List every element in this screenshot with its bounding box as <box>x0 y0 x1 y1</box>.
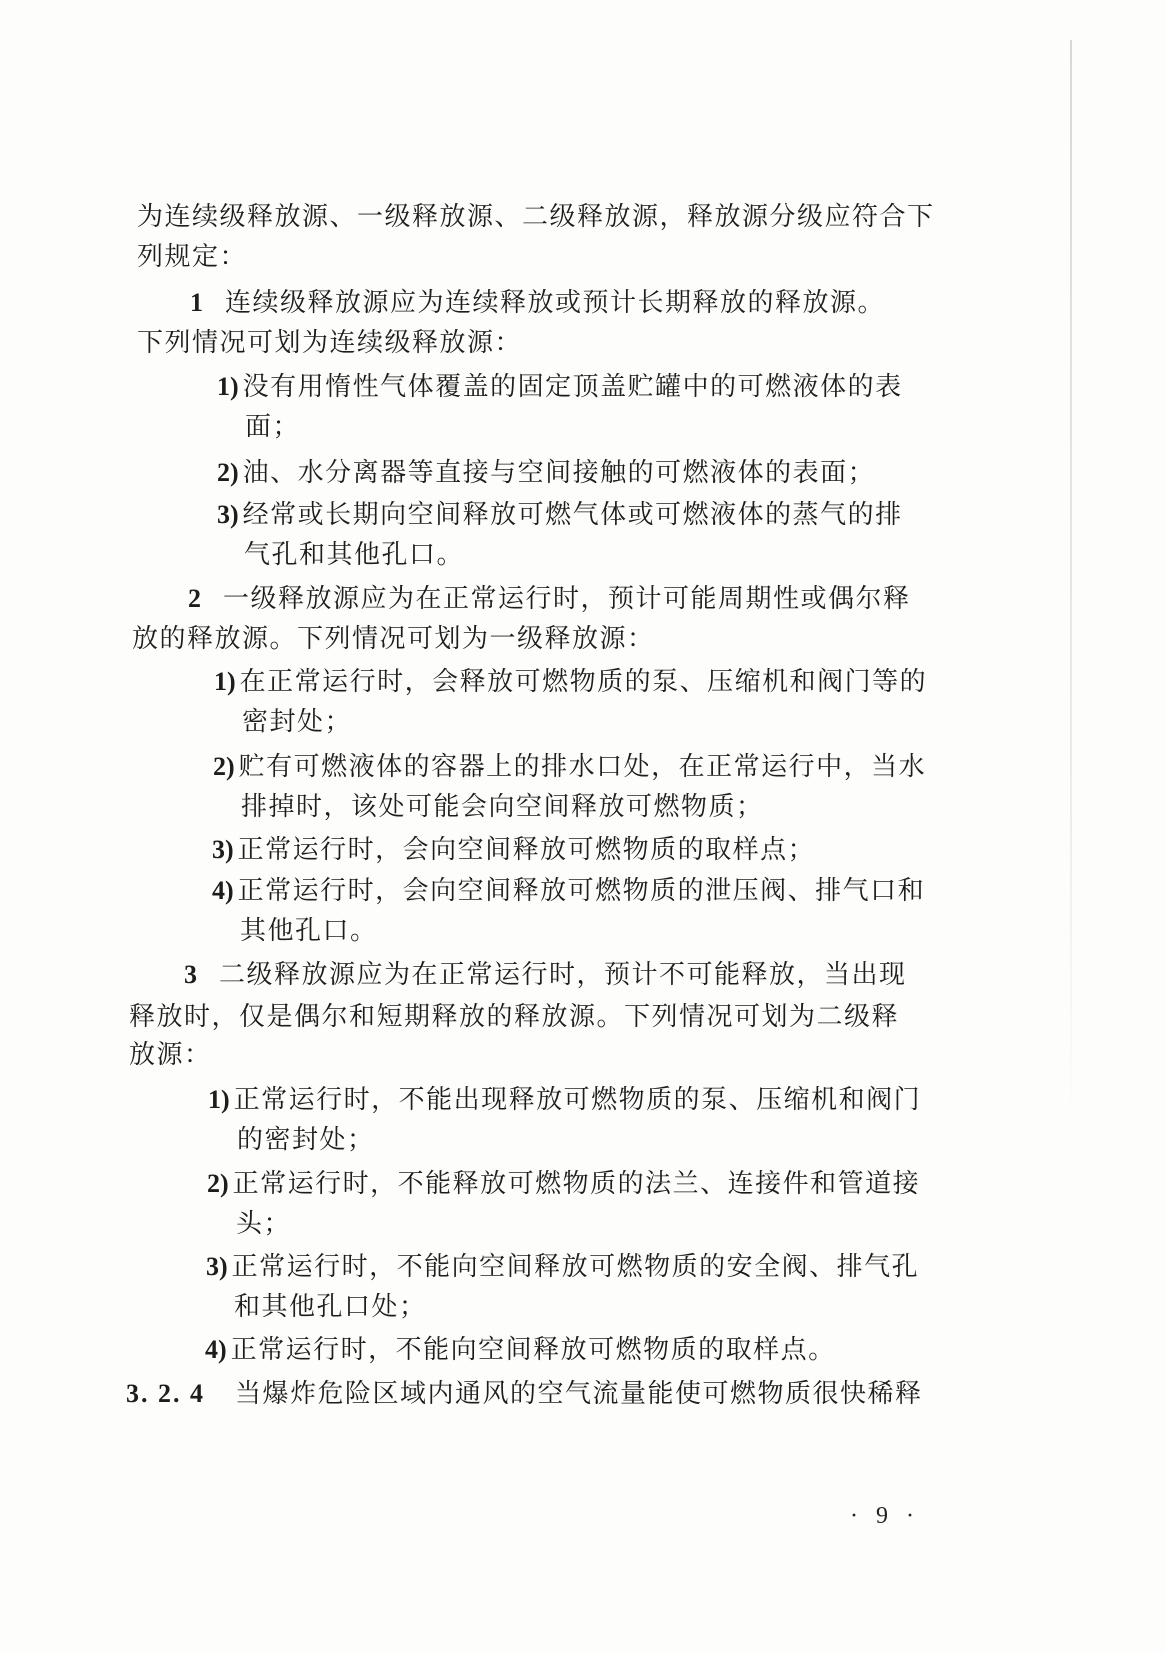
line-text: 排掉时，该处可能会向空间释放可燃物质； <box>241 792 764 822</box>
item-number: 3) <box>212 835 234 864</box>
item-number: 2) <box>213 752 235 781</box>
sub-item <box>207 1167 920 1201</box>
text-line <box>240 914 378 948</box>
item-text: 贮有可燃液体的容器上的排水口处，在正常运行中，当水 <box>238 752 927 782</box>
line-text: 的密封处； <box>237 1125 375 1155</box>
text-line <box>236 1207 291 1241</box>
item-text: 连续级释放源应为连续释放或预计长期释放的释放源。 <box>225 288 886 318</box>
line-text: 为连续级释放源、一级释放源、二级释放源，释放源分级应符合下 <box>137 202 935 232</box>
line-text: 和其他孔口处； <box>234 1292 427 1322</box>
item-number: 3 <box>184 960 197 989</box>
item-text: 二级释放源应为在正常运行时，预计不可能释放，当出现 <box>219 960 907 990</box>
text-line <box>137 326 522 360</box>
item-text: 正常运行时，会向空间释放可燃物质的泄压阀、排气口和 <box>237 876 926 906</box>
sub-item <box>205 1333 836 1367</box>
item-text: 没有用惰性气体覆盖的固定顶盖贮罐中的可燃液体的表 <box>242 372 903 402</box>
sub-item <box>212 833 815 867</box>
line-text: 头； <box>236 1209 292 1239</box>
line-text: 密封处； <box>242 707 353 737</box>
text-line <box>234 1290 427 1324</box>
sub-item <box>217 498 903 532</box>
clause-heading <box>126 1377 923 1411</box>
item-number: 3) <box>206 1252 228 1281</box>
item-number: 2) <box>217 458 239 487</box>
item-text: 经常或长期向空间释放可燃气体或可燃液体的蒸气的排 <box>242 500 903 530</box>
text-line <box>129 1038 212 1072</box>
sub-item <box>217 456 875 490</box>
item-text: 正常运行时，不能向空间释放可燃物质的取样点。 <box>230 1335 836 1365</box>
item-number: 4) <box>212 876 234 905</box>
item-number: 1) <box>217 372 239 401</box>
line-text: 列规定： <box>137 242 248 272</box>
text-line <box>242 705 352 739</box>
text-line <box>241 790 764 824</box>
text-line <box>237 1123 375 1157</box>
sub-item <box>206 1250 919 1284</box>
item-text: 正常运行时，不能出现释放可燃物质的泵、压缩机和阀门 <box>233 1085 922 1115</box>
clause-item <box>188 582 911 616</box>
line-text: 放源： <box>129 1040 212 1070</box>
page-edge-shadow <box>1070 40 1072 1130</box>
text-line <box>244 538 464 572</box>
item-text: 一级释放源应为在正常运行时，预计可能周期性或偶尔释 <box>223 584 911 614</box>
sub-item <box>217 370 903 404</box>
clause-text: 当爆炸危险区域内通风的空气流量能使可燃物质很快稀释 <box>235 1379 923 1409</box>
sub-item <box>208 1083 921 1117</box>
clause-number: 3. 2. 4 <box>126 1379 205 1408</box>
item-number: 2 <box>188 584 201 613</box>
line-text: 放的释放源。下列情况可划为一级释放源： <box>132 624 655 654</box>
item-number: 3) <box>217 500 239 529</box>
item-number: 2) <box>207 1169 229 1198</box>
line-text: 面； <box>245 412 301 442</box>
sub-item <box>214 665 927 699</box>
item-number: 1) <box>214 667 236 696</box>
line-text: 其他孔口。 <box>240 916 378 946</box>
item-number: 1) <box>208 1085 230 1114</box>
line-text: 下列情况可划为连续级释放源： <box>137 328 523 358</box>
item-number: 1 <box>190 288 203 317</box>
item-text: 正常运行时，会向空间释放可燃物质的取样点； <box>237 835 816 865</box>
page-number: · 9 · <box>850 1503 920 1529</box>
item-text: 正常运行时，不能释放可燃物质的法兰、连接件和管道接 <box>232 1169 921 1199</box>
text-line <box>137 200 935 234</box>
item-text: 在正常运行时，会释放可燃物质的泵、压缩机和阀门等的 <box>239 667 928 697</box>
text-line <box>129 1000 899 1034</box>
sub-item <box>212 874 925 908</box>
item-number: 4) <box>205 1335 227 1364</box>
text-line <box>137 240 247 274</box>
text-line <box>132 622 655 656</box>
sub-item <box>213 750 926 784</box>
item-text: 油、水分离器等直接与空间接触的可燃液体的表面； <box>242 458 876 488</box>
text-line <box>245 410 300 444</box>
line-text: 释放时，仅是偶尔和短期释放的释放源。下列情况可划为二级释 <box>129 1002 900 1032</box>
line-text: 气孔和其他孔口。 <box>244 540 465 570</box>
clause-item <box>184 958 907 992</box>
item-text: 正常运行时，不能向空间释放可燃物质的安全阀、排气孔 <box>231 1252 920 1282</box>
clause-item <box>190 286 885 320</box>
